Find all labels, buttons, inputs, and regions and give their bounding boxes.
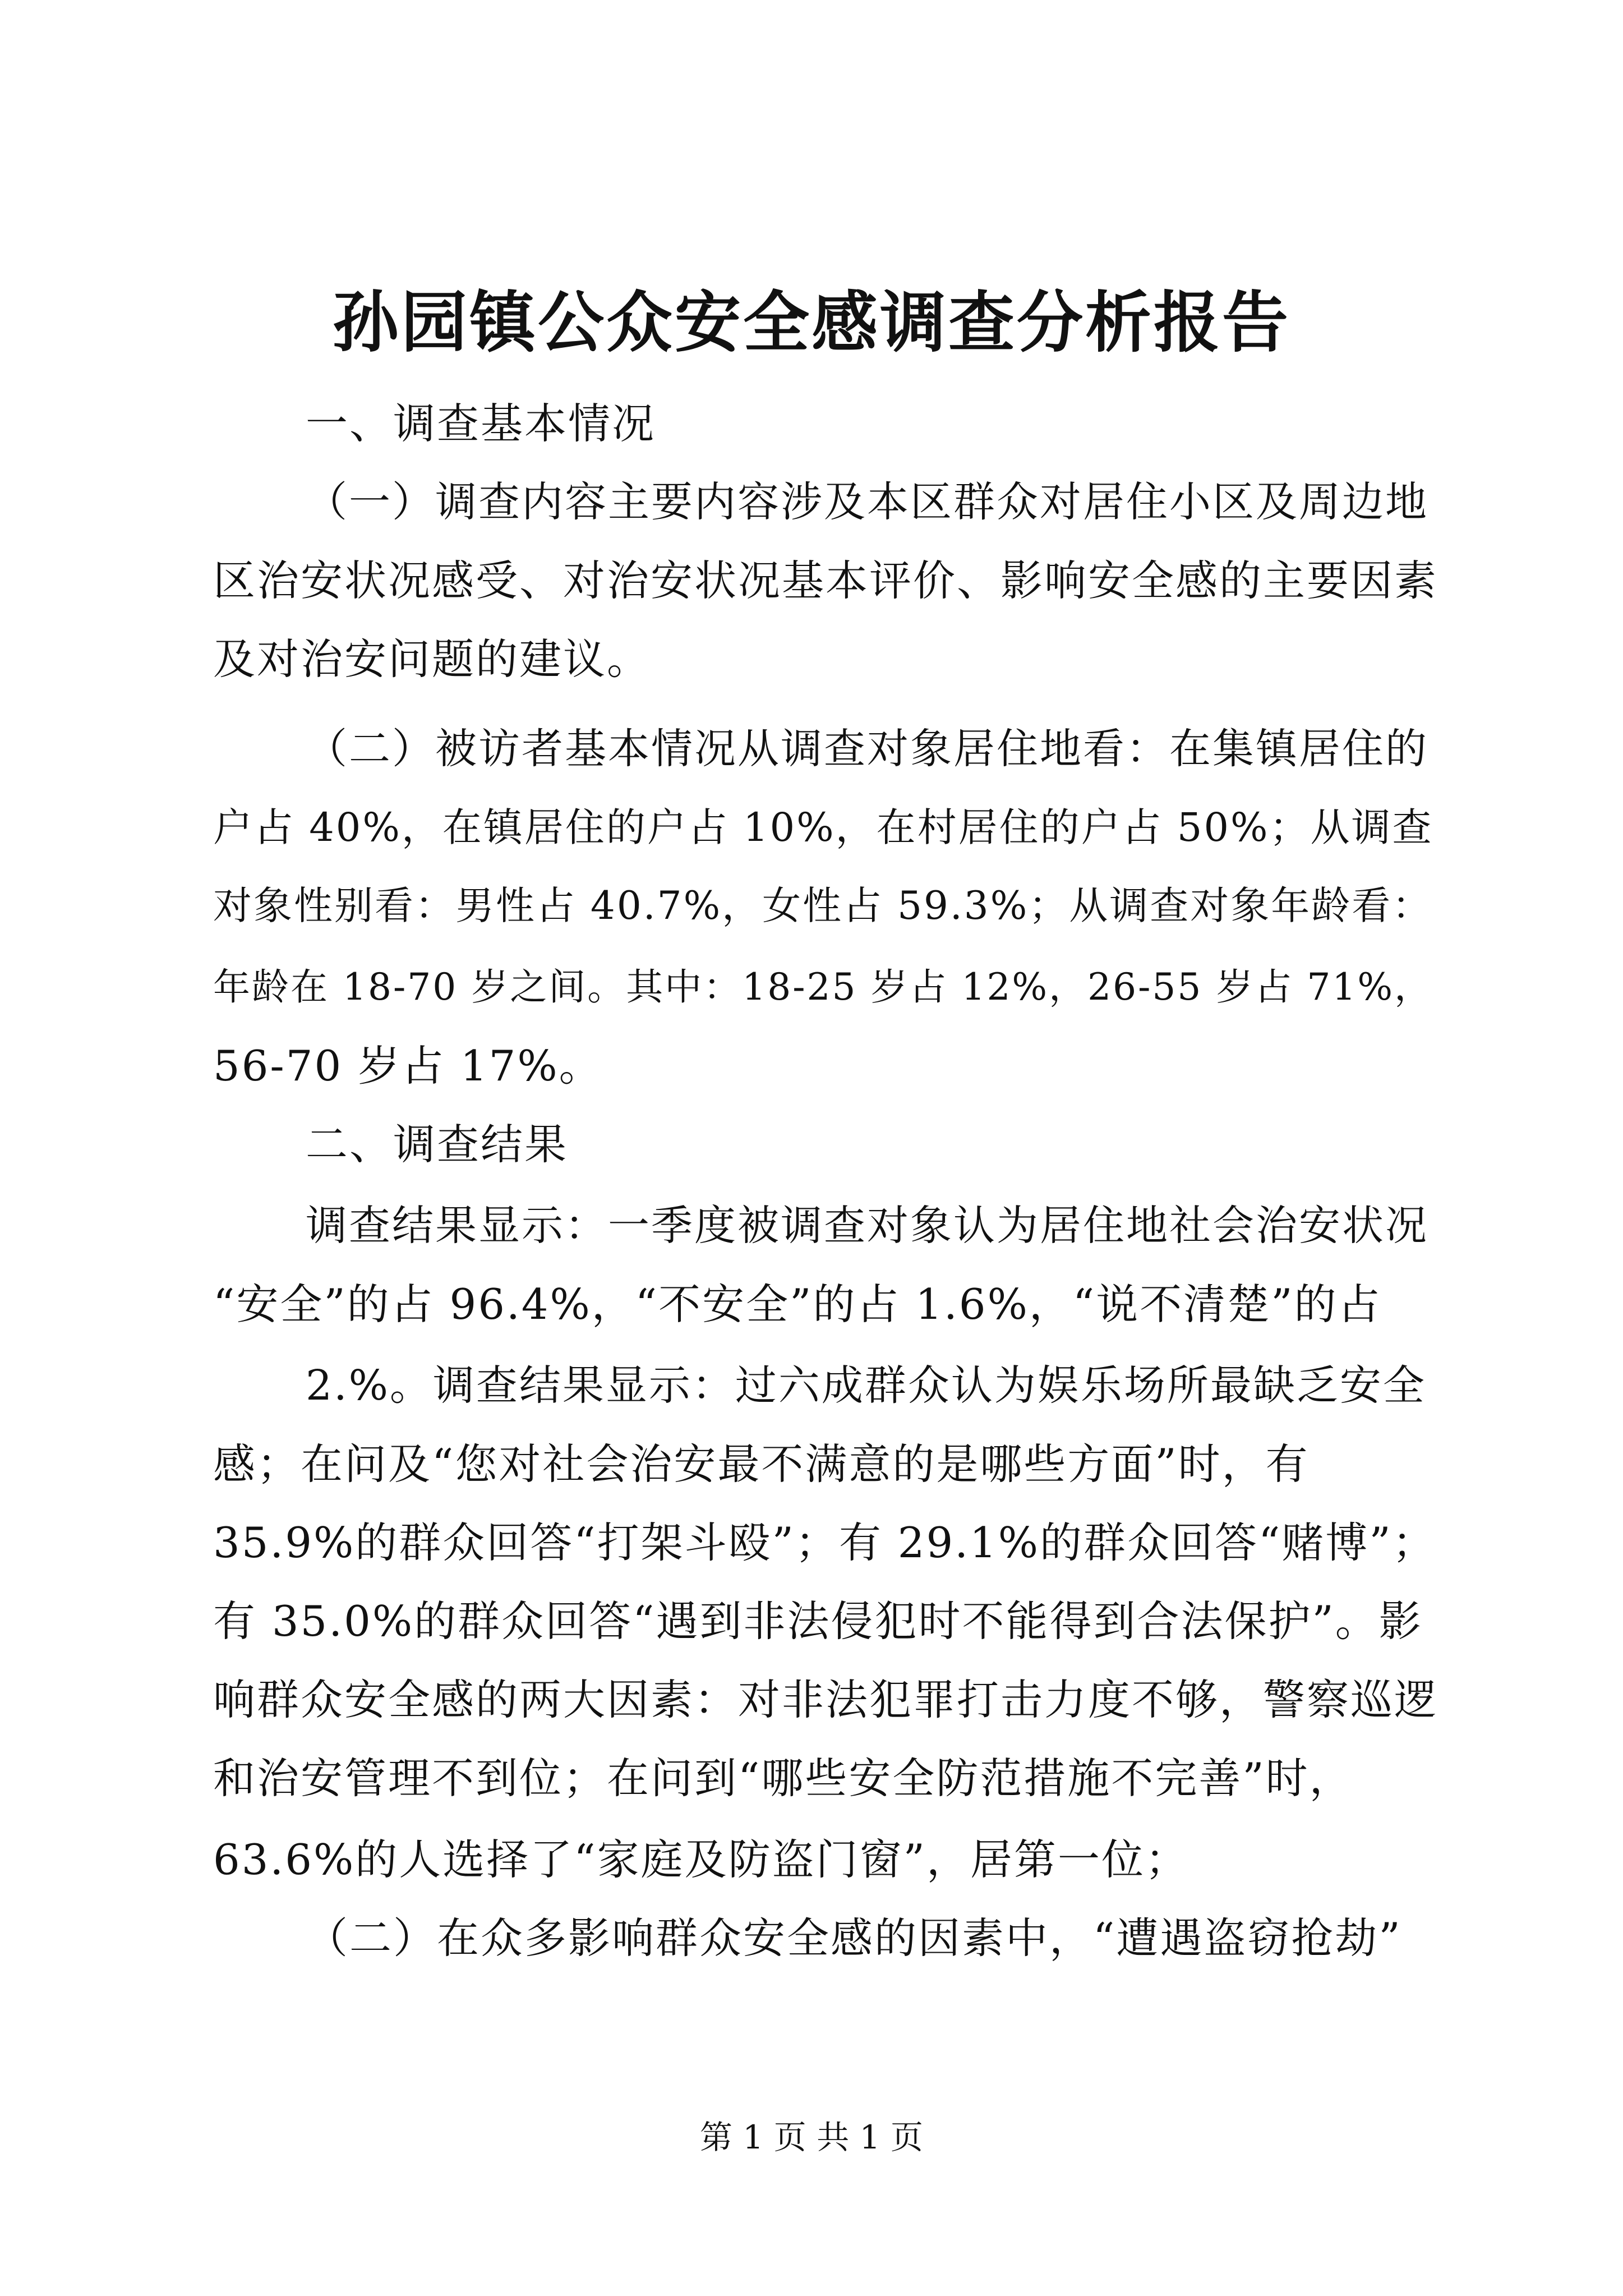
paragraph-line: 和治安管理不到位；在问到“哪些安全防范措施不完善”时， <box>213 1754 1353 1803</box>
paragraph-line: 有 35.0%的群众回答“遇到非法侵犯时不能得到合法保护”。影 <box>213 1596 1423 1646</box>
paragraph-line: （二）在众多影响群众安全感的因素中，“遭遇盗窃抢劫” <box>306 1913 1402 1963</box>
paragraph-line: 响群众安全感的两大因素：对非法犯罪打击力度不够，警察巡逻 <box>213 1675 1438 1724</box>
paragraph-line: 年龄在 18-70 岁之间。其中：18-25 岁占 12%，26-55 岁占 71%， <box>213 965 1433 1009</box>
paragraph-line: 56-70 岁占 17%。 <box>213 1041 603 1091</box>
paragraph-line: 2.%。调查结果显示：过六成群众认为娱乐场所最缺乏安全 <box>306 1361 1426 1410</box>
paragraph-line: 对象性别看：男性占 40.7%，女性占 59.3%；从调查对象年龄看： <box>213 884 1433 928</box>
document-title: 孙园镇公众安全感调查分析报告 <box>332 283 1290 361</box>
paragraph-line: 感；在问及“您对社会治安最不满意的是哪些方面”时，有 <box>213 1439 1310 1489</box>
paragraph-line: “安全”的占 96.4%，“不安全”的占 1.6%，“说不清楚”的占 <box>213 1280 1382 1329</box>
paragraph-line: 35.9%的群众回答“打架斗殴”；有 29.1%的群众回答“赌博”； <box>213 1518 1436 1567</box>
paragraph-line: （二）被访者基本情况从调查对象居住地看：在集镇居住的 <box>306 725 1428 773</box>
heading-line: 二、调查结果 <box>306 1120 569 1169</box>
paragraph-line: 区治安状况感受、对治安状况基本评价、影响安全感的主要因素 <box>213 556 1438 605</box>
heading-line: 一、调查基本情况 <box>306 399 656 448</box>
paragraph-line: （一）调查内容主要内容涉及本区群众对居住小区及周边地 <box>306 478 1428 526</box>
paragraph-line: 63.6%的人选择了“家庭及防盗门窗”，居第一位； <box>213 1835 1189 1884</box>
paragraph-line: 调查结果显示：一季度被调查对象认为居住地社会治安状况 <box>306 1202 1428 1250</box>
paragraph-line: 户占 40%，在镇居住的户占 10%，在村居住的户占 50%；从调查 <box>213 804 1433 850</box>
page-footer: 第 1 页 共 1 页 <box>700 2118 923 2156</box>
paragraph-line: 及对治安问题的建议。 <box>213 634 651 684</box>
